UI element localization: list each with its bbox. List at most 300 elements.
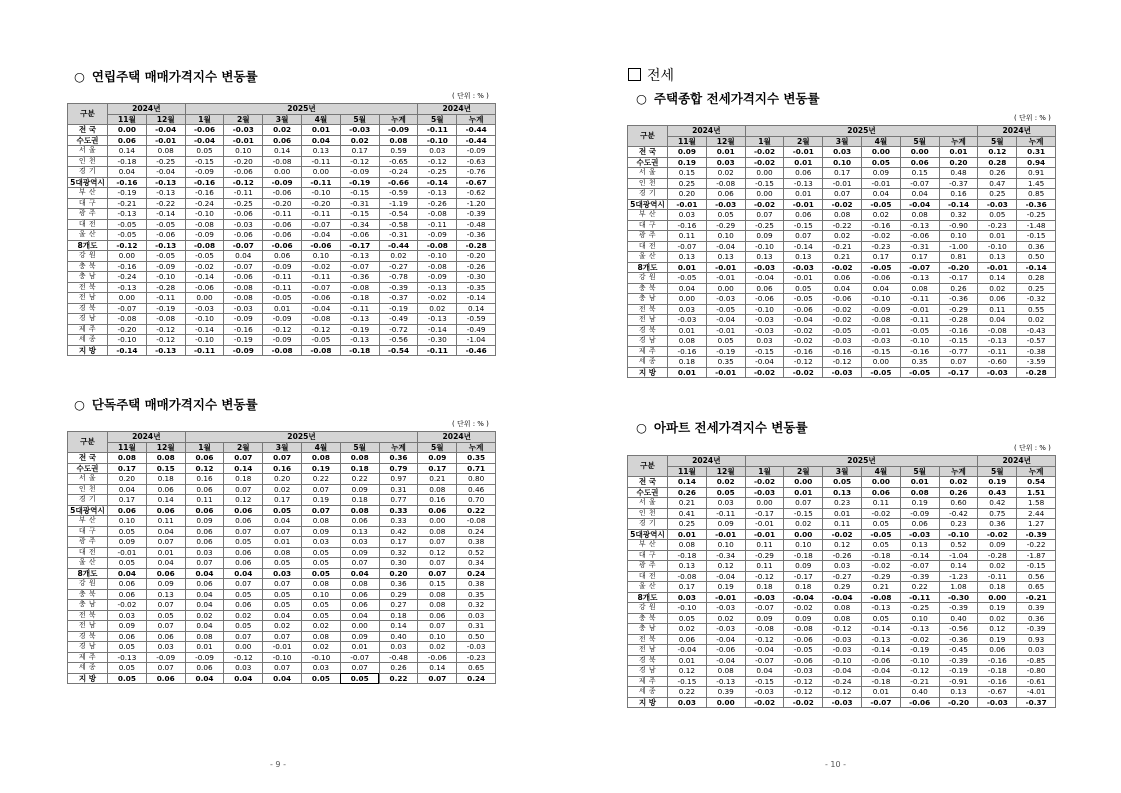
value-cell: 0.04 bbox=[340, 568, 379, 579]
value-cell: 0.09 bbox=[302, 526, 341, 537]
table-row bbox=[68, 600, 496, 611]
value-cell: 0.10 bbox=[900, 613, 939, 624]
value-cell: -0.37 bbox=[939, 178, 978, 189]
value-cell: -1.00 bbox=[939, 241, 978, 252]
value-cell: -0.11 bbox=[418, 125, 457, 136]
value-cell: 0.05 bbox=[668, 613, 707, 624]
value-cell: 0.08 bbox=[668, 540, 707, 551]
value-cell: 0.02 bbox=[302, 621, 341, 632]
value-cell: -0.07 bbox=[745, 603, 784, 614]
value-cell: 0.55 bbox=[1017, 304, 1056, 315]
value-cell: -0.63 bbox=[457, 156, 496, 167]
value-cell: 0.08 bbox=[302, 516, 341, 527]
value-cell: 0.47 bbox=[978, 178, 1017, 189]
header-month: 5월 bbox=[978, 466, 1017, 477]
value-cell: 0.08 bbox=[108, 453, 147, 464]
row-label: 5대광역시 bbox=[68, 505, 108, 516]
value-cell: 0.94 bbox=[1017, 157, 1056, 168]
value-cell: -0.12 bbox=[784, 687, 823, 698]
row-label: 세 종 bbox=[68, 663, 108, 674]
value-cell: 0.06 bbox=[146, 568, 185, 579]
value-cell: 0.11 bbox=[823, 519, 862, 530]
table-row bbox=[628, 645, 1056, 656]
value-cell: -0.01 bbox=[706, 325, 745, 336]
value-cell: 0.05 bbox=[108, 663, 147, 674]
header-month: 4월 bbox=[862, 136, 901, 147]
value-cell: 0.07 bbox=[302, 505, 341, 516]
value-cell: 0.09 bbox=[146, 579, 185, 590]
value-cell: 0.18 bbox=[340, 463, 379, 474]
value-cell: -0.36 bbox=[457, 230, 496, 241]
value-cell: 0.00 bbox=[862, 477, 901, 488]
header-month: 12월 bbox=[146, 114, 185, 125]
value-cell: 0.35 bbox=[900, 357, 939, 368]
value-cell: 0.06 bbox=[185, 526, 224, 537]
value-cell: -0.20 bbox=[108, 324, 147, 335]
value-cell: 0.36 bbox=[1017, 241, 1056, 252]
value-cell: -0.24 bbox=[379, 167, 418, 178]
value-cell: 0.05 bbox=[302, 673, 341, 684]
value-cell: 0.48 bbox=[939, 168, 978, 179]
value-cell: -0.16 bbox=[862, 220, 901, 231]
row-label: 광 주 bbox=[68, 209, 108, 220]
header-year: 2025년 bbox=[745, 126, 978, 137]
row-label: 경 남 bbox=[68, 642, 108, 653]
value-cell: -0.22 bbox=[1017, 540, 1056, 551]
value-cell: -0.06 bbox=[224, 272, 263, 283]
value-cell: -0.07 bbox=[862, 697, 901, 708]
value-cell: 0.15 bbox=[418, 579, 457, 590]
value-cell: 0.05 bbox=[862, 519, 901, 530]
value-cell: 0.02 bbox=[668, 624, 707, 635]
value-cell: -0.13 bbox=[862, 634, 901, 645]
value-cell: 0.05 bbox=[340, 673, 379, 684]
value-cell: 0.07 bbox=[146, 537, 185, 548]
value-cell: -0.08 bbox=[185, 219, 224, 230]
value-cell: -0.12 bbox=[224, 652, 263, 663]
table-row bbox=[68, 345, 496, 356]
value-cell: 0.05 bbox=[302, 558, 341, 569]
table-row bbox=[68, 463, 496, 474]
value-cell: 0.08 bbox=[263, 547, 302, 558]
value-cell: 0.06 bbox=[900, 519, 939, 530]
table-row bbox=[628, 231, 1056, 242]
value-cell: 0.06 bbox=[745, 283, 784, 294]
row-label: 대 전 bbox=[68, 219, 108, 230]
value-cell: -0.11 bbox=[418, 345, 457, 356]
header-row bbox=[628, 126, 1056, 137]
value-cell: 0.13 bbox=[784, 252, 823, 263]
value-cell: -0.16 bbox=[185, 188, 224, 199]
value-cell: 0.26 bbox=[978, 168, 1017, 179]
value-cell: -0.07 bbox=[900, 561, 939, 572]
value-cell: 0.05 bbox=[862, 157, 901, 168]
value-cell: 0.06 bbox=[263, 135, 302, 146]
value-cell: -0.24 bbox=[108, 272, 147, 283]
value-cell: 0.24 bbox=[457, 526, 496, 537]
table-row bbox=[68, 261, 496, 272]
value-cell: 0.08 bbox=[418, 484, 457, 495]
header-month: 11월 bbox=[668, 136, 707, 147]
value-cell: -1.23 bbox=[939, 571, 978, 582]
value-cell: -0.02 bbox=[823, 304, 862, 315]
value-cell: 0.04 bbox=[668, 283, 707, 294]
value-cell: -0.02 bbox=[418, 293, 457, 304]
row-label: 지 방 bbox=[68, 673, 108, 684]
value-cell: -0.03 bbox=[706, 199, 745, 210]
value-cell: -0.36 bbox=[340, 272, 379, 283]
value-cell: -0.04 bbox=[784, 592, 823, 603]
value-cell: -0.20 bbox=[939, 697, 978, 708]
value-cell: 0.05 bbox=[224, 589, 263, 600]
value-cell: -0.08 bbox=[668, 571, 707, 582]
value-cell: -0.03 bbox=[745, 687, 784, 698]
value-cell: 0.93 bbox=[1017, 634, 1056, 645]
value-cell: -0.17 bbox=[340, 240, 379, 251]
value-cell: 0.04 bbox=[146, 558, 185, 569]
value-cell: 0.00 bbox=[302, 167, 341, 178]
value-cell: 0.16 bbox=[185, 474, 224, 485]
value-cell: 0.11 bbox=[146, 516, 185, 527]
value-cell: -0.02 bbox=[823, 199, 862, 210]
value-cell: -0.03 bbox=[745, 315, 784, 326]
section-heading: 전세 bbox=[628, 65, 674, 85]
value-cell: -0.12 bbox=[224, 177, 263, 188]
value-cell: -0.25 bbox=[224, 198, 263, 209]
table-row bbox=[628, 603, 1056, 614]
value-cell: 0.11 bbox=[862, 498, 901, 509]
value-cell: -0.26 bbox=[823, 550, 862, 561]
header-month: 11월 bbox=[668, 466, 707, 477]
header-gubun: 구분 bbox=[68, 432, 108, 453]
table-row bbox=[68, 484, 496, 495]
value-cell: -0.12 bbox=[900, 666, 939, 677]
value-cell: -0.09 bbox=[263, 261, 302, 272]
value-cell: -0.11 bbox=[340, 303, 379, 314]
table-row bbox=[68, 505, 496, 516]
row-label: 세 종 bbox=[68, 335, 108, 346]
row-label: 수도권 bbox=[68, 135, 108, 146]
value-cell: -0.06 bbox=[900, 231, 939, 242]
value-cell: -0.04 bbox=[862, 666, 901, 677]
value-cell: 0.25 bbox=[978, 189, 1017, 200]
value-cell: -0.01 bbox=[706, 262, 745, 273]
value-cell: 0.02 bbox=[379, 251, 418, 262]
value-cell: 0.06 bbox=[108, 631, 147, 642]
value-cell: 0.07 bbox=[263, 631, 302, 642]
row-label: 경 남 bbox=[628, 336, 668, 347]
value-cell: 0.24 bbox=[457, 568, 496, 579]
row-label: 부 산 bbox=[68, 188, 108, 199]
table-row bbox=[628, 168, 1056, 179]
value-cell: 0.13 bbox=[302, 146, 341, 157]
value-cell: 0.14 bbox=[379, 621, 418, 632]
value-cell: 0.14 bbox=[108, 146, 147, 157]
row-label: 서 울 bbox=[68, 146, 108, 157]
value-cell: -0.07 bbox=[340, 261, 379, 272]
value-cell: -0.10 bbox=[668, 603, 707, 614]
value-cell: 0.12 bbox=[823, 540, 862, 551]
value-cell: 0.03 bbox=[668, 697, 707, 708]
table-row bbox=[628, 508, 1056, 519]
value-cell: -0.03 bbox=[823, 634, 862, 645]
value-cell: 0.19 bbox=[978, 477, 1017, 488]
header-month: 3월 bbox=[823, 466, 862, 477]
value-cell: 0.28 bbox=[978, 157, 1017, 168]
table-row bbox=[68, 251, 496, 262]
value-cell: 0.15 bbox=[146, 463, 185, 474]
unit-label: ( 단위 : % ) bbox=[452, 92, 489, 100]
value-cell: 0.07 bbox=[745, 210, 784, 221]
value-cell: -0.02 bbox=[108, 600, 147, 611]
value-cell: -0.13 bbox=[418, 282, 457, 293]
value-cell: -0.26 bbox=[418, 198, 457, 209]
value-cell: 0.08 bbox=[823, 603, 862, 614]
table-row bbox=[628, 315, 1056, 326]
row-label: 수도권 bbox=[628, 487, 668, 498]
value-cell: -0.10 bbox=[745, 241, 784, 252]
value-cell: -0.12 bbox=[263, 324, 302, 335]
value-cell: 0.03 bbox=[302, 663, 341, 674]
value-cell: -0.03 bbox=[823, 645, 862, 656]
value-cell: 0.04 bbox=[224, 673, 263, 684]
value-cell: 0.33 bbox=[379, 505, 418, 516]
value-cell: 2.44 bbox=[1017, 508, 1056, 519]
value-cell: -0.62 bbox=[457, 188, 496, 199]
value-cell: 0.15 bbox=[668, 168, 707, 179]
value-cell: 0.11 bbox=[978, 304, 1017, 315]
value-cell: -0.01 bbox=[823, 178, 862, 189]
value-cell: -0.01 bbox=[224, 135, 263, 146]
value-cell: 0.65 bbox=[457, 663, 496, 674]
value-cell: 0.00 bbox=[784, 477, 823, 488]
row-label: 인 천 bbox=[628, 508, 668, 519]
value-cell: -0.01 bbox=[706, 529, 745, 540]
unit-label: ( 단위 : % ) bbox=[452, 420, 489, 428]
header-year: 2024년 bbox=[978, 126, 1056, 137]
value-cell: 0.03 bbox=[745, 336, 784, 347]
value-cell: 0.28 bbox=[1017, 273, 1056, 284]
value-cell: 0.05 bbox=[862, 613, 901, 624]
row-label: 울 산 bbox=[68, 230, 108, 241]
value-cell: -0.05 bbox=[862, 199, 901, 210]
value-cell: -0.14 bbox=[900, 550, 939, 561]
value-cell: -0.20 bbox=[263, 198, 302, 209]
value-cell: 0.00 bbox=[263, 167, 302, 178]
value-cell: 0.18 bbox=[668, 357, 707, 368]
row-label: 울 산 bbox=[628, 252, 668, 263]
value-cell: 0.09 bbox=[340, 631, 379, 642]
value-cell: 0.20 bbox=[379, 568, 418, 579]
value-cell: 0.04 bbox=[185, 673, 224, 684]
row-label: 대 구 bbox=[68, 198, 108, 209]
value-cell: 0.79 bbox=[379, 463, 418, 474]
value-cell: -0.18 bbox=[340, 345, 379, 356]
table-row bbox=[628, 550, 1056, 561]
row-label: 제 주 bbox=[628, 676, 668, 687]
table-row bbox=[628, 540, 1056, 551]
value-cell: -0.49 bbox=[457, 324, 496, 335]
row-label: 경 기 bbox=[68, 167, 108, 178]
value-cell: -0.01 bbox=[108, 547, 147, 558]
value-cell: -0.19 bbox=[224, 335, 263, 346]
value-cell: 0.06 bbox=[706, 189, 745, 200]
value-cell: -0.18 bbox=[784, 550, 823, 561]
table-row bbox=[628, 666, 1056, 677]
row-label: 인 천 bbox=[628, 178, 668, 189]
value-cell: -0.06 bbox=[224, 209, 263, 220]
value-cell: -0.34 bbox=[706, 550, 745, 561]
table-row bbox=[628, 592, 1056, 603]
value-cell: -0.10 bbox=[185, 314, 224, 325]
value-cell: -0.15 bbox=[784, 220, 823, 231]
header-month: 12월 bbox=[146, 442, 185, 453]
value-cell: -0.23 bbox=[862, 241, 901, 252]
value-cell: -0.91 bbox=[939, 676, 978, 687]
value-cell: -0.19 bbox=[340, 177, 379, 188]
value-cell: -0.10 bbox=[745, 304, 784, 315]
value-cell: -0.16 bbox=[108, 261, 147, 272]
table-row bbox=[68, 282, 496, 293]
value-cell: -0.31 bbox=[900, 241, 939, 252]
value-cell: 0.19 bbox=[302, 495, 341, 506]
value-cell: 0.09 bbox=[978, 540, 1017, 551]
value-cell: -0.13 bbox=[108, 282, 147, 293]
value-cell: -0.25 bbox=[745, 220, 784, 231]
value-cell: -0.06 bbox=[862, 655, 901, 666]
value-cell: -0.09 bbox=[418, 230, 457, 241]
value-cell: 0.10 bbox=[302, 251, 341, 262]
value-cell: 0.06 bbox=[185, 663, 224, 674]
value-cell: 1.08 bbox=[939, 582, 978, 593]
table-row bbox=[628, 220, 1056, 231]
value-cell: 0.02 bbox=[862, 210, 901, 221]
value-cell: -0.16 bbox=[668, 220, 707, 231]
header-month: 4월 bbox=[302, 114, 341, 125]
header-month: 3월 bbox=[263, 442, 302, 453]
value-cell: 0.59 bbox=[379, 146, 418, 157]
value-cell: 0.13 bbox=[668, 252, 707, 263]
table-row bbox=[68, 177, 496, 188]
value-cell: 0.05 bbox=[706, 487, 745, 498]
value-cell: 0.02 bbox=[418, 303, 457, 314]
table-row bbox=[628, 283, 1056, 294]
table-row bbox=[68, 526, 496, 537]
row-label: 지 방 bbox=[628, 697, 668, 708]
value-cell: 0.05 bbox=[784, 283, 823, 294]
table-row bbox=[628, 367, 1056, 378]
value-cell: -0.36 bbox=[939, 294, 978, 305]
value-cell: -0.08 bbox=[745, 624, 784, 635]
value-cell: 0.06 bbox=[224, 558, 263, 569]
page-number: - 9 - bbox=[270, 760, 286, 769]
value-cell: -0.05 bbox=[146, 219, 185, 230]
value-cell: 0.00 bbox=[108, 293, 147, 304]
value-cell: -0.11 bbox=[302, 272, 341, 283]
value-cell: 0.10 bbox=[939, 231, 978, 242]
value-cell: 0.03 bbox=[1017, 645, 1056, 656]
value-cell: -0.30 bbox=[939, 592, 978, 603]
value-cell: 0.05 bbox=[706, 336, 745, 347]
value-cell: -0.21 bbox=[108, 198, 147, 209]
value-cell: 0.01 bbox=[784, 487, 823, 498]
value-cell: 0.81 bbox=[939, 252, 978, 263]
row-label: 5대광역시 bbox=[68, 177, 108, 188]
value-cell: -0.06 bbox=[302, 293, 341, 304]
value-cell: 0.10 bbox=[706, 540, 745, 551]
row-label: 8개도 bbox=[68, 240, 108, 251]
value-cell: 0.04 bbox=[185, 568, 224, 579]
value-cell: -0.08 bbox=[418, 261, 457, 272]
value-cell: -0.12 bbox=[146, 324, 185, 335]
value-cell: -0.39 bbox=[939, 655, 978, 666]
value-cell: -0.01 bbox=[706, 592, 745, 603]
value-cell: 0.01 bbox=[668, 262, 707, 273]
value-cell: 0.22 bbox=[457, 505, 496, 516]
header-month: 5월 bbox=[340, 114, 379, 125]
value-cell: 0.06 bbox=[418, 505, 457, 516]
value-cell: 0.08 bbox=[146, 146, 185, 157]
value-cell: 0.33 bbox=[379, 516, 418, 527]
value-cell: 0.05 bbox=[862, 540, 901, 551]
table-row bbox=[68, 673, 496, 684]
table-row bbox=[68, 547, 496, 558]
value-cell: -0.06 bbox=[263, 230, 302, 241]
value-cell: -0.29 bbox=[745, 550, 784, 561]
row-label: 부 산 bbox=[68, 516, 108, 527]
value-cell: 0.08 bbox=[302, 631, 341, 642]
value-cell: -0.06 bbox=[418, 652, 457, 663]
value-cell: 0.08 bbox=[340, 505, 379, 516]
table-row bbox=[68, 568, 496, 579]
value-cell: -0.67 bbox=[457, 177, 496, 188]
table-row bbox=[628, 262, 1056, 273]
value-cell: -0.06 bbox=[263, 188, 302, 199]
value-cell: 0.04 bbox=[862, 283, 901, 294]
row-label: 전 북 bbox=[68, 610, 108, 621]
row-label: 충 남 bbox=[628, 294, 668, 305]
value-cell: -0.13 bbox=[978, 336, 1017, 347]
value-cell: -0.08 bbox=[862, 592, 901, 603]
table-row bbox=[68, 579, 496, 590]
value-cell: -0.13 bbox=[900, 273, 939, 284]
value-cell: 0.09 bbox=[784, 561, 823, 572]
header-month: 1월 bbox=[745, 466, 784, 477]
table-row bbox=[68, 240, 496, 251]
value-cell: 0.60 bbox=[939, 498, 978, 509]
header-month: 11월 bbox=[108, 114, 147, 125]
value-cell: 0.06 bbox=[108, 135, 147, 146]
value-cell: 0.03 bbox=[668, 592, 707, 603]
value-cell: 0.26 bbox=[939, 487, 978, 498]
value-cell: -0.39 bbox=[900, 571, 939, 582]
value-cell: 0.06 bbox=[340, 589, 379, 600]
row-label: 충 북 bbox=[628, 283, 668, 294]
value-cell: 0.10 bbox=[224, 146, 263, 157]
value-cell: -0.04 bbox=[706, 571, 745, 582]
value-cell: -0.28 bbox=[1017, 367, 1056, 378]
value-cell: -0.06 bbox=[302, 240, 341, 251]
value-cell: -0.10 bbox=[263, 652, 302, 663]
value-cell: -0.20 bbox=[939, 262, 978, 273]
header-month: 5월 bbox=[418, 442, 457, 453]
value-cell: 0.00 bbox=[185, 293, 224, 304]
row-label: 대 전 bbox=[628, 571, 668, 582]
value-cell: -0.06 bbox=[862, 273, 901, 284]
value-cell: -0.15 bbox=[745, 178, 784, 189]
value-cell: 0.17 bbox=[108, 495, 147, 506]
value-cell: 0.16 bbox=[263, 463, 302, 474]
